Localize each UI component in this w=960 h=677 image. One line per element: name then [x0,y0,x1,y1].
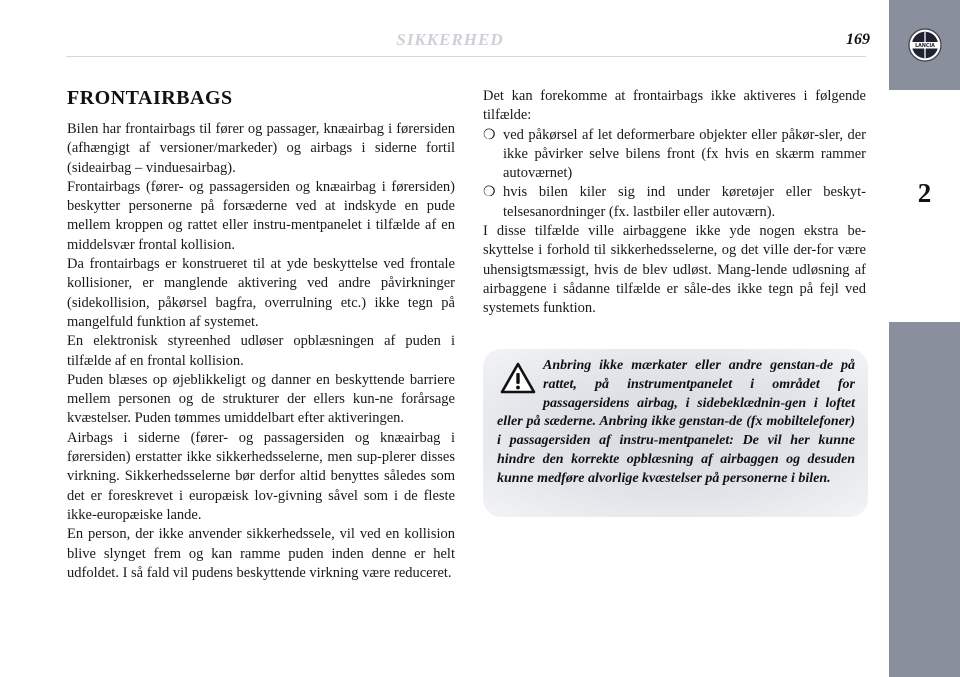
paragraph: Frontairbags (fører- og passagersiden og knæairbag i førersiden) beskytter personerne på forsæderne ved at indskyde en pude mellem kroppen og rattet eller instru-mentpanelet i tilfælde af en middelsvær frontal kollision. [67,178,455,253]
paragraph: Airbags i siderne (fører- og passagersiden og knæairbag i førersiden) erstatter ikke sikkerhedsselerne, men sup-plerer disses virkning. Sikkerhedsselerne bør derfor altid benyttes således som det er foreskrevet i europæisk lov-givning såvel som i de fleste ikke-europæiske lande. [67,429,455,523]
warning-message: Anbring ikke mærkater eller andre genstan-de på rattet, på instrumentpanelet i området for passagersidens airbag, i sidebeklædnin-gen i loftet eller på sæderne. Anbring ikke genstan-de (fx mobiltelefoner) i passagersiden af instru-mentpanelet: De vil her kunne hindre den korrekte opblæsning af airbaggen og desuden kunne medføre alvorlige kvæstelser på personerne i bilen. [497,358,855,486]
closing-paragraph: I disse tilfælde ville airbaggene ikke yde nogen ekstra be-skyttelse i forhold til sikkerhedsselerne, og det ville der-for være uhensigtsmæssigt, hvis de blev udløst. Mang-lende udløsning af airbaggene i sådanne tilfælde er såle-des ikke tegn på fejl ved systemets funktion. [483,223,866,317]
paragraph: Bilen har frontairbags til fører og passager, knæairbag i førersiden (afhængigt af versioner/markeder) og airbags i siderne fortil (sideairbag – vinduesairbag). [67,121,455,176]
section-title: FRONTAIRBAGS [67,87,233,109]
bullet-list [483,126,866,222]
logo-wordmark: LANCIA [915,44,935,50]
header-divider [66,56,866,57]
icon-spacer [497,357,543,413]
chapter-number: 2 [917,178,932,208]
list-item-text: hvis bilen kiler sig ind under køretøjer eller beskyt-telsesanordninger (fx. lastbiler eller autoværn). [503,184,866,220]
running-header-title: SIKKERHED [396,30,504,49]
bullet-circle-icon: ❍ [483,127,496,143]
paragraph: En elektronisk styreenhed udløser opblæsningen af puden i tilfælde af en frontal kollision. [67,333,455,369]
paragraph: Puden blæses op øjeblikkeligt og danner en beskyttende barriere mellem personen og de strukturer der ellers kun-ne forårsage kvæstelser. Puden tømmes umiddelbart efter aktiveringen. [67,371,455,427]
list-item [483,183,866,222]
right-column [483,87,866,319]
paragraph: Da frontairbags er konstrueret til at yde beskyttelse ved frontale kollisioner, er manglende aktivering ved andre påvirkninger (sidekollision, påkørsel bagfra, overrulning etc.) ikke tegn på mangelfuld funktion af systemet. [67,256,455,330]
list-item-text: ved påkørsel af let deformerbare objekter eller påkør-sler, der ikke påvirker selve bilens front (fx hvis en skærm rammer autoværnet) [503,126,866,182]
intro-paragraph: Det kan forekomme at frontairbags ikke aktiveres i følgende tilfælde: [483,88,866,124]
paragraph: En person, der ikke anvender sikkerhedssele, vil ved en kollision blive slynget frem og kan ramme puden inden denne er helt udfoldet. I så fald vil pudens beskyttende virkning være reduceret. [67,526,455,581]
page-number: 169 [846,31,870,48]
warning-text [497,357,855,489]
lancia-logo-icon [908,28,942,62]
list-item [483,126,866,184]
left-column [67,87,455,583]
bullet-circle-icon: ❍ [483,185,496,201]
